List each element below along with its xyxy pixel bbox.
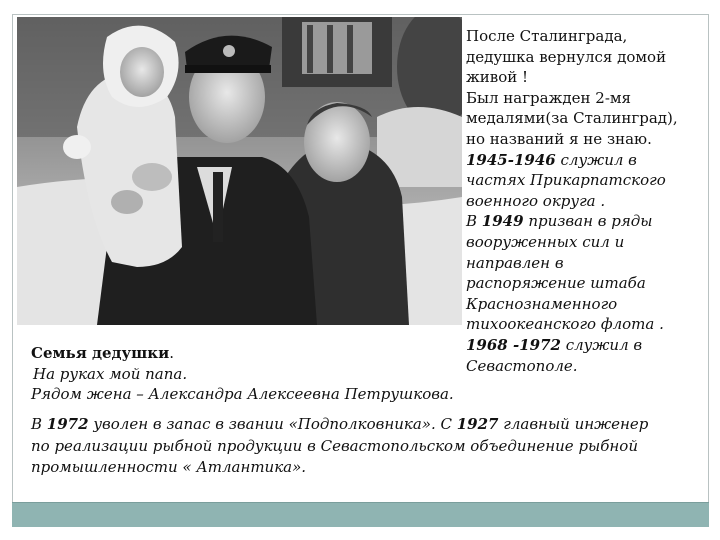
side-text-fragment: служил в (555, 150, 637, 169)
year-1927: 1927 (456, 415, 499, 433)
paragraph-line: по реализации рыбной продукции в Севастопольском объединение рыбной (31, 436, 639, 455)
family-photo-image (17, 17, 462, 325)
photo-caption (31, 343, 491, 405)
biography-side-text (466, 26, 706, 376)
side-line: медалями(за Сталинград), (466, 109, 678, 128)
side-line (466, 150, 706, 171)
side-line: дедушка вернулся домой (466, 47, 667, 66)
side-line (466, 211, 706, 232)
paragraph-fragment: уволен в запас в звании «Подполковника». С (88, 415, 457, 433)
caption-title-line (31, 343, 491, 364)
side-line: Был награжден 2-мя (466, 88, 632, 107)
side-line: направлен в (466, 253, 564, 272)
side-line: Краснознаменного (466, 294, 618, 313)
side-line: тихоокеанского флота . (466, 315, 664, 334)
side-text-fragment: служил в (560, 335, 643, 354)
retirement-paragraph (31, 414, 691, 479)
side-line (466, 335, 706, 356)
caption-title: Семья дедушки (31, 344, 170, 362)
slide-footer-bar (12, 502, 709, 527)
side-line: После Сталинграда, (466, 27, 628, 45)
side-text-fragment: В (466, 212, 482, 231)
side-line: но названий я не знаю. (466, 129, 652, 148)
paragraph-line: промышленности « Атлантика». (31, 458, 307, 476)
side-line: живой ! (466, 68, 529, 87)
year-1945-1946: 1945-1946 (466, 150, 556, 169)
year-1949: 1949 (481, 212, 524, 231)
paragraph-fragment: В (31, 415, 47, 433)
caption-line: На руках мой папа. (33, 364, 188, 383)
side-line: Севастополе. (466, 356, 578, 375)
paragraph-line (31, 414, 691, 436)
side-line: военного округа . (466, 191, 606, 210)
caption-line: Рядом жена – Александра Алексеевна Петрушкова. (31, 385, 454, 404)
family-photo (17, 17, 462, 325)
side-line: частях Прикарпатского (466, 171, 666, 190)
year-1968-1972: 1968 -1972 (466, 335, 561, 354)
caption-title-dot: . (169, 344, 174, 362)
paragraph-fragment: главный инженер (498, 415, 649, 433)
side-text-fragment: призван в ряды (523, 212, 653, 231)
year-1972: 1972 (46, 415, 89, 433)
side-line: распоряжение штаба (466, 274, 646, 293)
side-line: вооруженных сил и (466, 232, 625, 251)
